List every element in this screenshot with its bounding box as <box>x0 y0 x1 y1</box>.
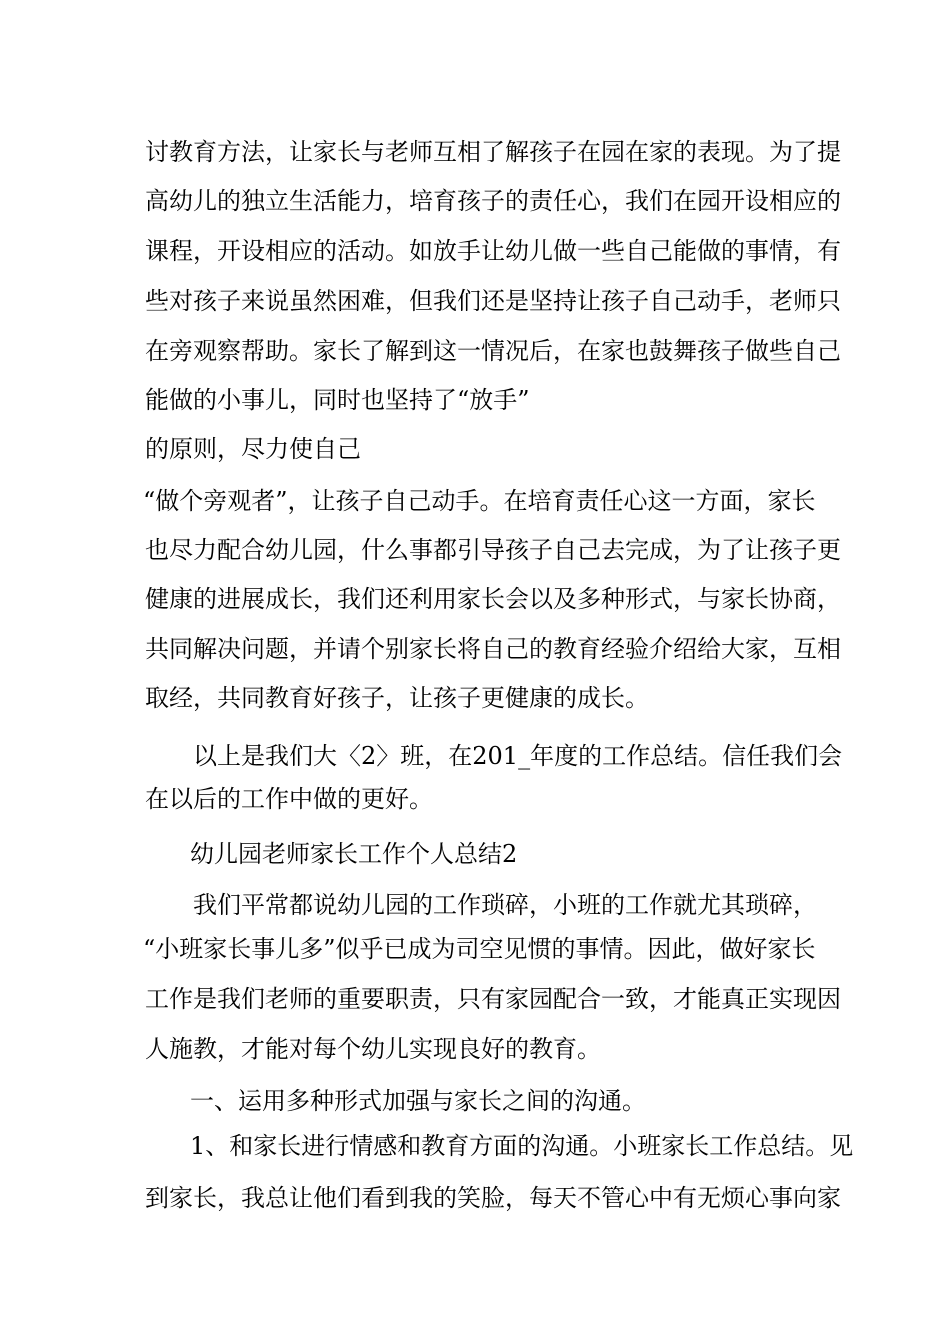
paragraph-line: 我们平常都说幼儿园的工作琐碎，小班的工作就尤其琐碎， <box>193 891 817 919</box>
paragraph-line: 共同解决问题，并请个别家长将自己的教育经验介绍给大家，互相 <box>145 635 841 663</box>
paragraph-line: 取经，共同教育好孩子，让孩子更健康的成长。 <box>145 684 649 712</box>
section-heading: 幼儿园老师家长工作个人总结2 <box>190 840 518 868</box>
paragraph-line: 以上是我们大〈2〉班，在201_年度的工作总结。信任我们会 <box>193 742 843 770</box>
paragraph-line: 些对孩子来说虽然困难，但我们还是坚持让孩子自己动手，老师只 <box>145 287 841 315</box>
paragraph-line: 讨教育方法，让家长与老师互相了解孩子在园在家的表现。为了提 <box>145 138 841 166</box>
paragraph-line: 工作是我们老师的重要职责，只有家园配合一致，才能真正实现因 <box>145 985 841 1013</box>
paragraph-line: 课程，开设相应的活动。如放手让幼儿做一些自己能做的事情，有 <box>145 237 841 265</box>
paragraph-line: 健康的进展成长，我们还利用家长会以及多种形式，与家长协商， <box>145 585 841 613</box>
paragraph-line: 到家长，我总让他们看到我的笑脸，每天不管心中有无烦心事向家 <box>145 1184 841 1212</box>
paragraph-line: “小班家长事儿多”似乎已成为司空见惯的事情。因此，做好家长 <box>143 935 816 963</box>
paragraph-line: 的原则，尽力使自己 <box>145 435 361 463</box>
paragraph-line: 在以后的工作中做的更好。 <box>145 785 433 813</box>
paragraph-line: 1、和家长进行情感和教育方面的沟通。小班家长工作总结。见 <box>190 1132 854 1160</box>
paragraph-line: 能做的小事儿，同时也坚持了“放手” <box>145 386 530 414</box>
paragraph-line: “做个旁观者”，让孩子自己动手。在培育责任心这一方面，家长 <box>143 487 816 515</box>
paragraph-line: 在旁观察帮助。家长了解到这一情况后，在家也鼓舞孩子做些自己 <box>145 337 841 365</box>
paragraph-line: 人施教，才能对每个幼儿实现良好的教育。 <box>145 1035 601 1063</box>
paragraph-line: 一、运用多种形式加强与家长之间的沟通。 <box>190 1087 646 1115</box>
paragraph-line: 也尽力配合幼儿园，什么事都引导孩子自己去完成，为了让孩子更 <box>145 536 841 564</box>
paragraph-line: 高幼儿的独立生活能力，培育孩子的责任心，我们在园开设相应的 <box>145 187 841 215</box>
